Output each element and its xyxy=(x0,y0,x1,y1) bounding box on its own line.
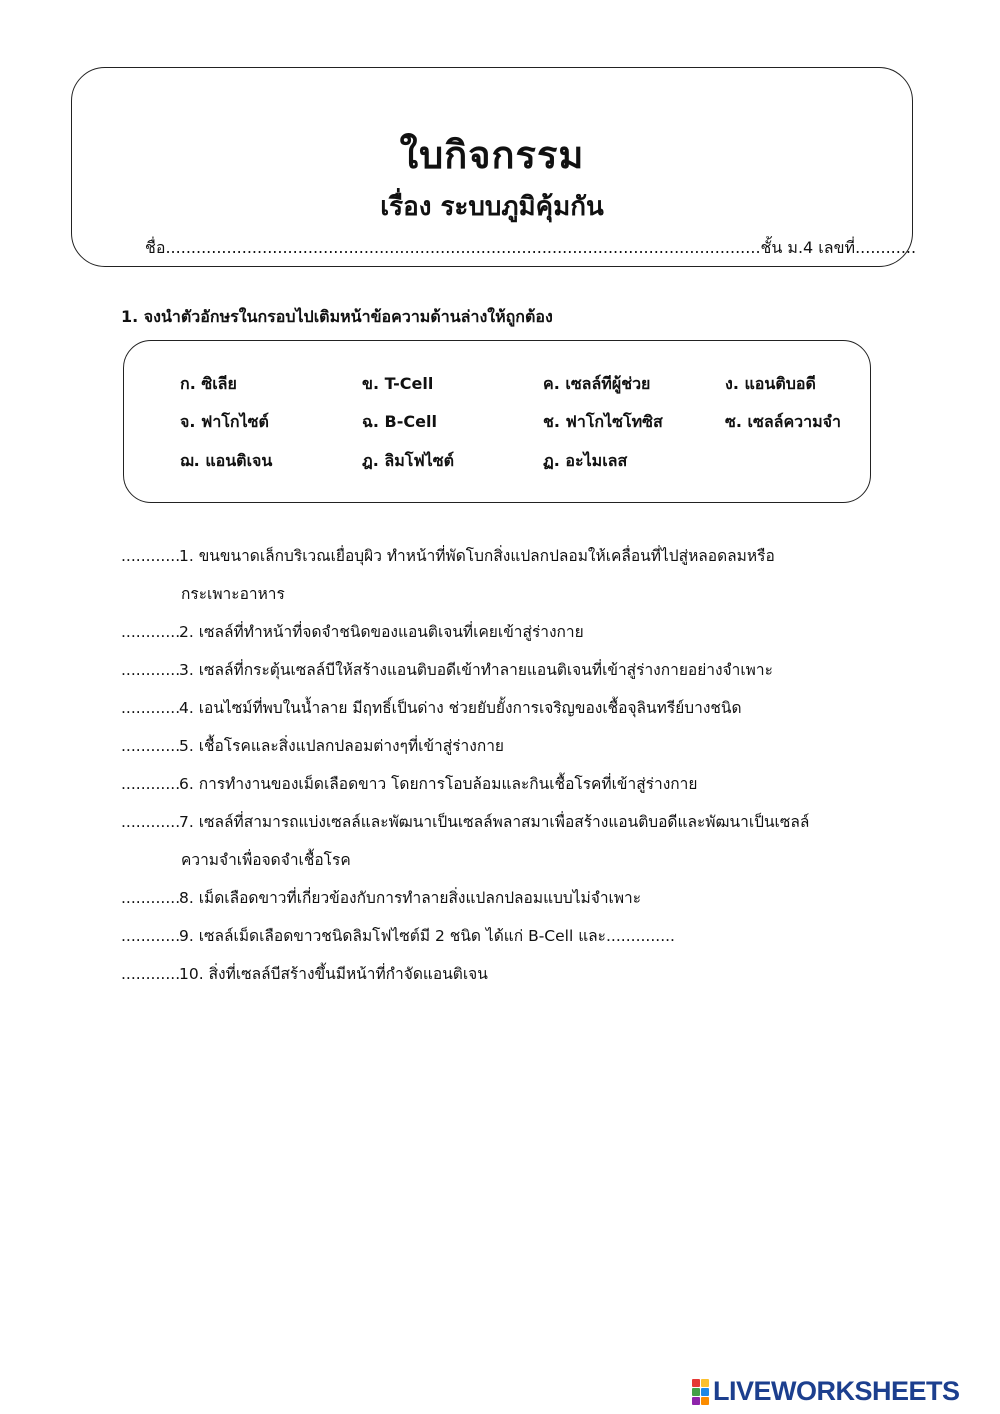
question-text: 8. เม็ดเลือดขาวที่เกี่ยวข้องกับการทำลายสิ่งแปลกปลอมแบบไม่จำเพาะ xyxy=(179,889,642,907)
logo-tile xyxy=(692,1379,700,1387)
question-text: 7. เซลล์ที่สามารถแบ่งเซลล์และพัฒนาเป็นเซลล์พลาสมาเพื่อสร้างแอนติบอดีและพัฒนาเป็นเซลล์ xyxy=(179,813,810,831)
answer-blank[interactable]: ............ xyxy=(121,775,181,793)
logo-tile xyxy=(701,1397,709,1405)
question-10 xyxy=(121,961,488,986)
question-text: 9. เซลล์เม็ดเลือดขาวชนิดลิมโฟไซต์มี 2 ชนิด ได้แก่ B-Cell และ.............. xyxy=(179,927,675,945)
student-info-line: ชื่อ.....................................................................................................................ชั้น ม.4 เลขที่............ xyxy=(145,238,917,257)
question-8 xyxy=(121,885,641,910)
answer-blank[interactable]: ............ xyxy=(121,965,181,983)
choice-item: ซ. เซลล์ความจำ xyxy=(725,412,842,431)
answer-blank[interactable]: ............ xyxy=(121,813,181,831)
choice-item: ข. T-Cell xyxy=(362,374,434,393)
question-1-continuation: กระเพาะอาหาร xyxy=(181,585,285,603)
liveworksheets-logo xyxy=(692,1376,960,1407)
choice-item: ก. ซิเลีย xyxy=(180,374,237,393)
question-text: 10. สิ่งที่เซลล์บีสร้างขึ้นมีหน้าที่กำจัดแอนติเจน xyxy=(179,965,488,983)
worksheet-subtitle: เรื่อง ระบบภูมิคุ้มกัน xyxy=(380,192,604,222)
logo-tile xyxy=(692,1388,700,1396)
instruction-text: 1. จงนำตัวอักษรในกรอบไปเติมหน้าข้อความด้านล่างให้ถูกต้อง xyxy=(121,307,553,326)
question-3 xyxy=(121,657,773,682)
choice-item: จ. ฟาโกไซต์ xyxy=(180,412,269,431)
answer-blank[interactable]: ............ xyxy=(121,661,181,679)
choice-item: ฉ. B-Cell xyxy=(362,412,437,431)
choice-item: ฏ. อะไมเลส xyxy=(543,451,628,470)
question-4 xyxy=(121,695,742,720)
question-text: 2. เซลล์ที่ทำหน้าที่จดจำชนิดของแอนติเจนที่เคยเข้าสู่ร่างกาย xyxy=(179,623,584,641)
answer-blank[interactable]: ............ xyxy=(121,737,181,755)
question-text: 1. ขนขนาดเล็กบริเวณเยื่อบุผิว ทำหน้าที่พัดโบกสิ่งแปลกปลอมให้เคลื่อนที่ไปสู่หลอดลมหรือ xyxy=(179,547,775,565)
answer-blank[interactable]: ............ xyxy=(121,699,181,717)
answer-blank[interactable]: ............ xyxy=(121,547,181,565)
choice-item: ช. ฟาโกไซโทซิส xyxy=(543,412,663,431)
choices-box xyxy=(123,340,871,503)
question-5 xyxy=(121,733,504,758)
choice-item: ค. เซลล์ทีผู้ช่วย xyxy=(543,374,651,393)
question-7-continuation: ความจำเพื่อจดจำเชื้อโรค xyxy=(181,851,351,869)
question-6 xyxy=(121,771,697,796)
logo-tile xyxy=(701,1388,709,1396)
answer-blank[interactable]: ............ xyxy=(121,889,181,907)
question-text: 5. เชื้อโรคและสิ่งแปลกปลอมต่างๆที่เข้าสู่ร่างกาย xyxy=(179,737,504,755)
logo-tile xyxy=(701,1379,709,1387)
answer-blank[interactable]: ............ xyxy=(121,623,181,641)
question-1 xyxy=(121,543,775,568)
logo-tile xyxy=(692,1397,700,1405)
header-box xyxy=(71,67,917,267)
question-2 xyxy=(121,619,584,644)
logo-text: LIVEWORKSHEETS xyxy=(713,1376,960,1406)
question-text: 3. เซลล์ที่กระตุ้นเซลล์บีให้สร้างแอนติบอดีเข้าทำลายแอนติเจนที่เข้าสู่ร่างกายอย่างจำเพาะ xyxy=(179,661,773,679)
question-7 xyxy=(121,809,809,834)
question-text: 6. การทำงานของเม็ดเลือดขาว โดยการโอบล้อมและกินเชื้อโรคที่เข้าสู่ร่างกาย xyxy=(179,775,698,793)
answer-blank[interactable]: ............ xyxy=(121,927,181,945)
question-9 xyxy=(121,923,675,948)
question-text: 4. เอนไซม์ที่พบในน้ำลาย มีฤทธิ์เป็นด่าง ช่วยยับยั้งการเจริญของเชื้อจุลินทรีย์บางชนิด xyxy=(179,699,742,717)
logo-tiles-icon xyxy=(692,1379,709,1405)
choice-item: ฌ. แอนติเจน xyxy=(180,451,273,470)
choice-item: ฎ. ลิมโฟไซต์ xyxy=(362,451,454,470)
worksheet-title: ใบกิจกรรม xyxy=(399,133,585,177)
choice-item: ง. แอนติบอดี xyxy=(725,374,816,393)
